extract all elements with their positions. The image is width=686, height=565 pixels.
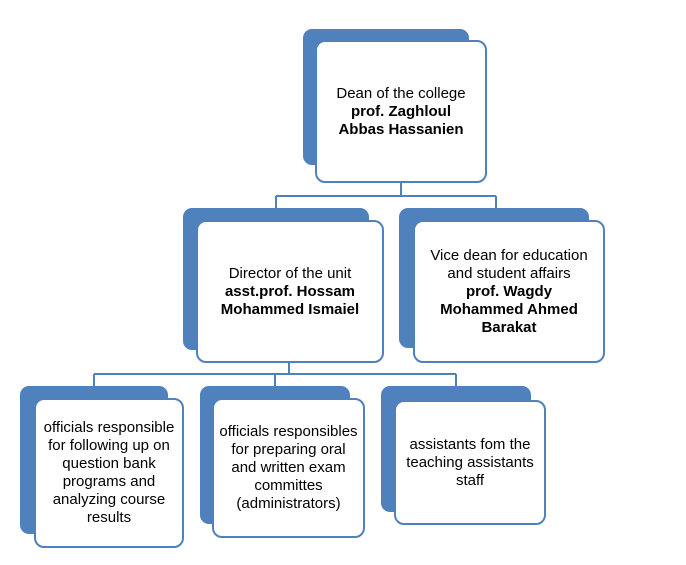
dean-title: Dean of the college — [336, 84, 466, 102]
dean-box — [315, 40, 487, 183]
director-box — [196, 220, 384, 363]
team-box-3 — [394, 400, 546, 525]
team-1-title: officials responsible for following up on question bank programs and analyzing course results — [43, 419, 175, 526]
vice-dean-title: Vice dean for education and student affairs — [430, 246, 588, 282]
team-3-title: assistants fom the teaching assistants staff — [406, 435, 534, 489]
team-2-title: officials responsibles for preparing oral and written exam committes (administrators) — [219, 423, 358, 512]
director-name: asst.prof. Hossam Mohammed Ismaiel — [220, 282, 360, 318]
team-box-2 — [212, 398, 365, 538]
director-title: Director of the unit — [228, 264, 352, 282]
vice-dean-box — [413, 220, 605, 363]
team-box-1 — [34, 398, 184, 548]
vice-dean-name: prof. Wagdy Mohammed Ahmed Barakat — [440, 282, 578, 336]
dean-name: prof. Zaghloul Abbas Hassanien — [338, 102, 464, 138]
